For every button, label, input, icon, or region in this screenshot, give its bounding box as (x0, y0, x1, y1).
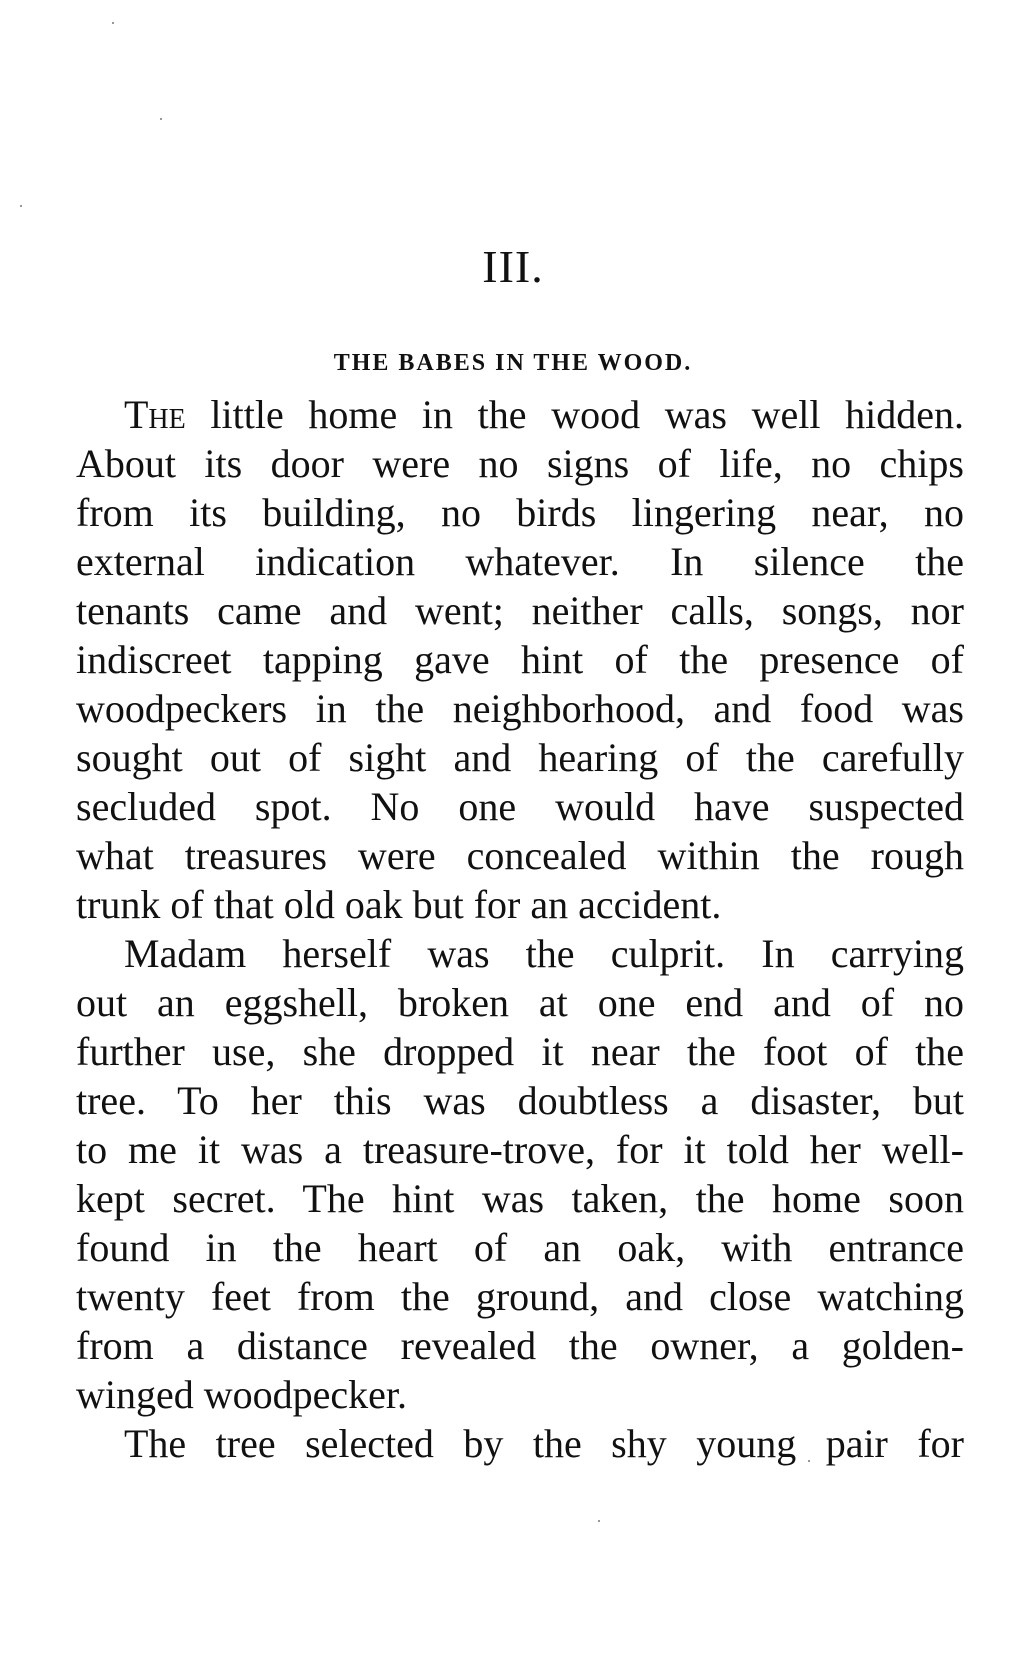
text-line: secluded spot. No one would have suspected (76, 784, 964, 829)
paragraph-2-line-1: Madam herself was the culprit. In carrying (124, 931, 964, 976)
text-line: from a distance revealed the owner, a golden- (76, 1323, 964, 1368)
text-line: what treasures were concealed within the rough (76, 833, 964, 878)
text-line: further use, she dropped it near the foot of the (76, 1029, 964, 1074)
text-line: indiscreet tapping gave hint of the presence of (76, 637, 964, 682)
text-line: kept secret. The hint was taken, the home soon (76, 1176, 964, 1221)
text-line: external indication whatever. In silence the (76, 539, 964, 584)
text-line: to me it was a treasure-trove, for it told her well- (76, 1127, 964, 1172)
chapter-number: III. (482, 241, 544, 292)
text-line: twenty feet from the ground, and close watching (76, 1274, 964, 1319)
text-line: out an eggshell, broken at one end and of no (76, 980, 964, 1025)
first-line-rest: little home in the wood was well hidden. (185, 392, 964, 437)
text-line: from its building, no birds lingering near, no (76, 490, 964, 535)
text-line: tree. To her this was doubtless a disaster, but (76, 1078, 964, 1123)
text-line: winged woodpecker. (76, 1372, 408, 1417)
text-line: woodpeckers in the neighborhood, and food was (76, 686, 964, 731)
lead-word: The (124, 392, 186, 437)
paragraph-3-line-1: The tree selected by the shy young pair for (124, 1421, 964, 1466)
chapter-title: THE BABES IN THE WOOD. (333, 350, 693, 376)
text-line: found in the heart of an oak, with entrance (76, 1225, 964, 1270)
text-line: tenants came and went; neither calls, songs, nor (76, 588, 964, 633)
text-line: trunk of that old oak but for an accident. (76, 882, 722, 927)
paragraph-1-line-1 (124, 389, 964, 441)
text-line: sought out of sight and hearing of the carefully (76, 735, 964, 780)
text-line: About its door were no signs of life, no chips (76, 441, 964, 486)
